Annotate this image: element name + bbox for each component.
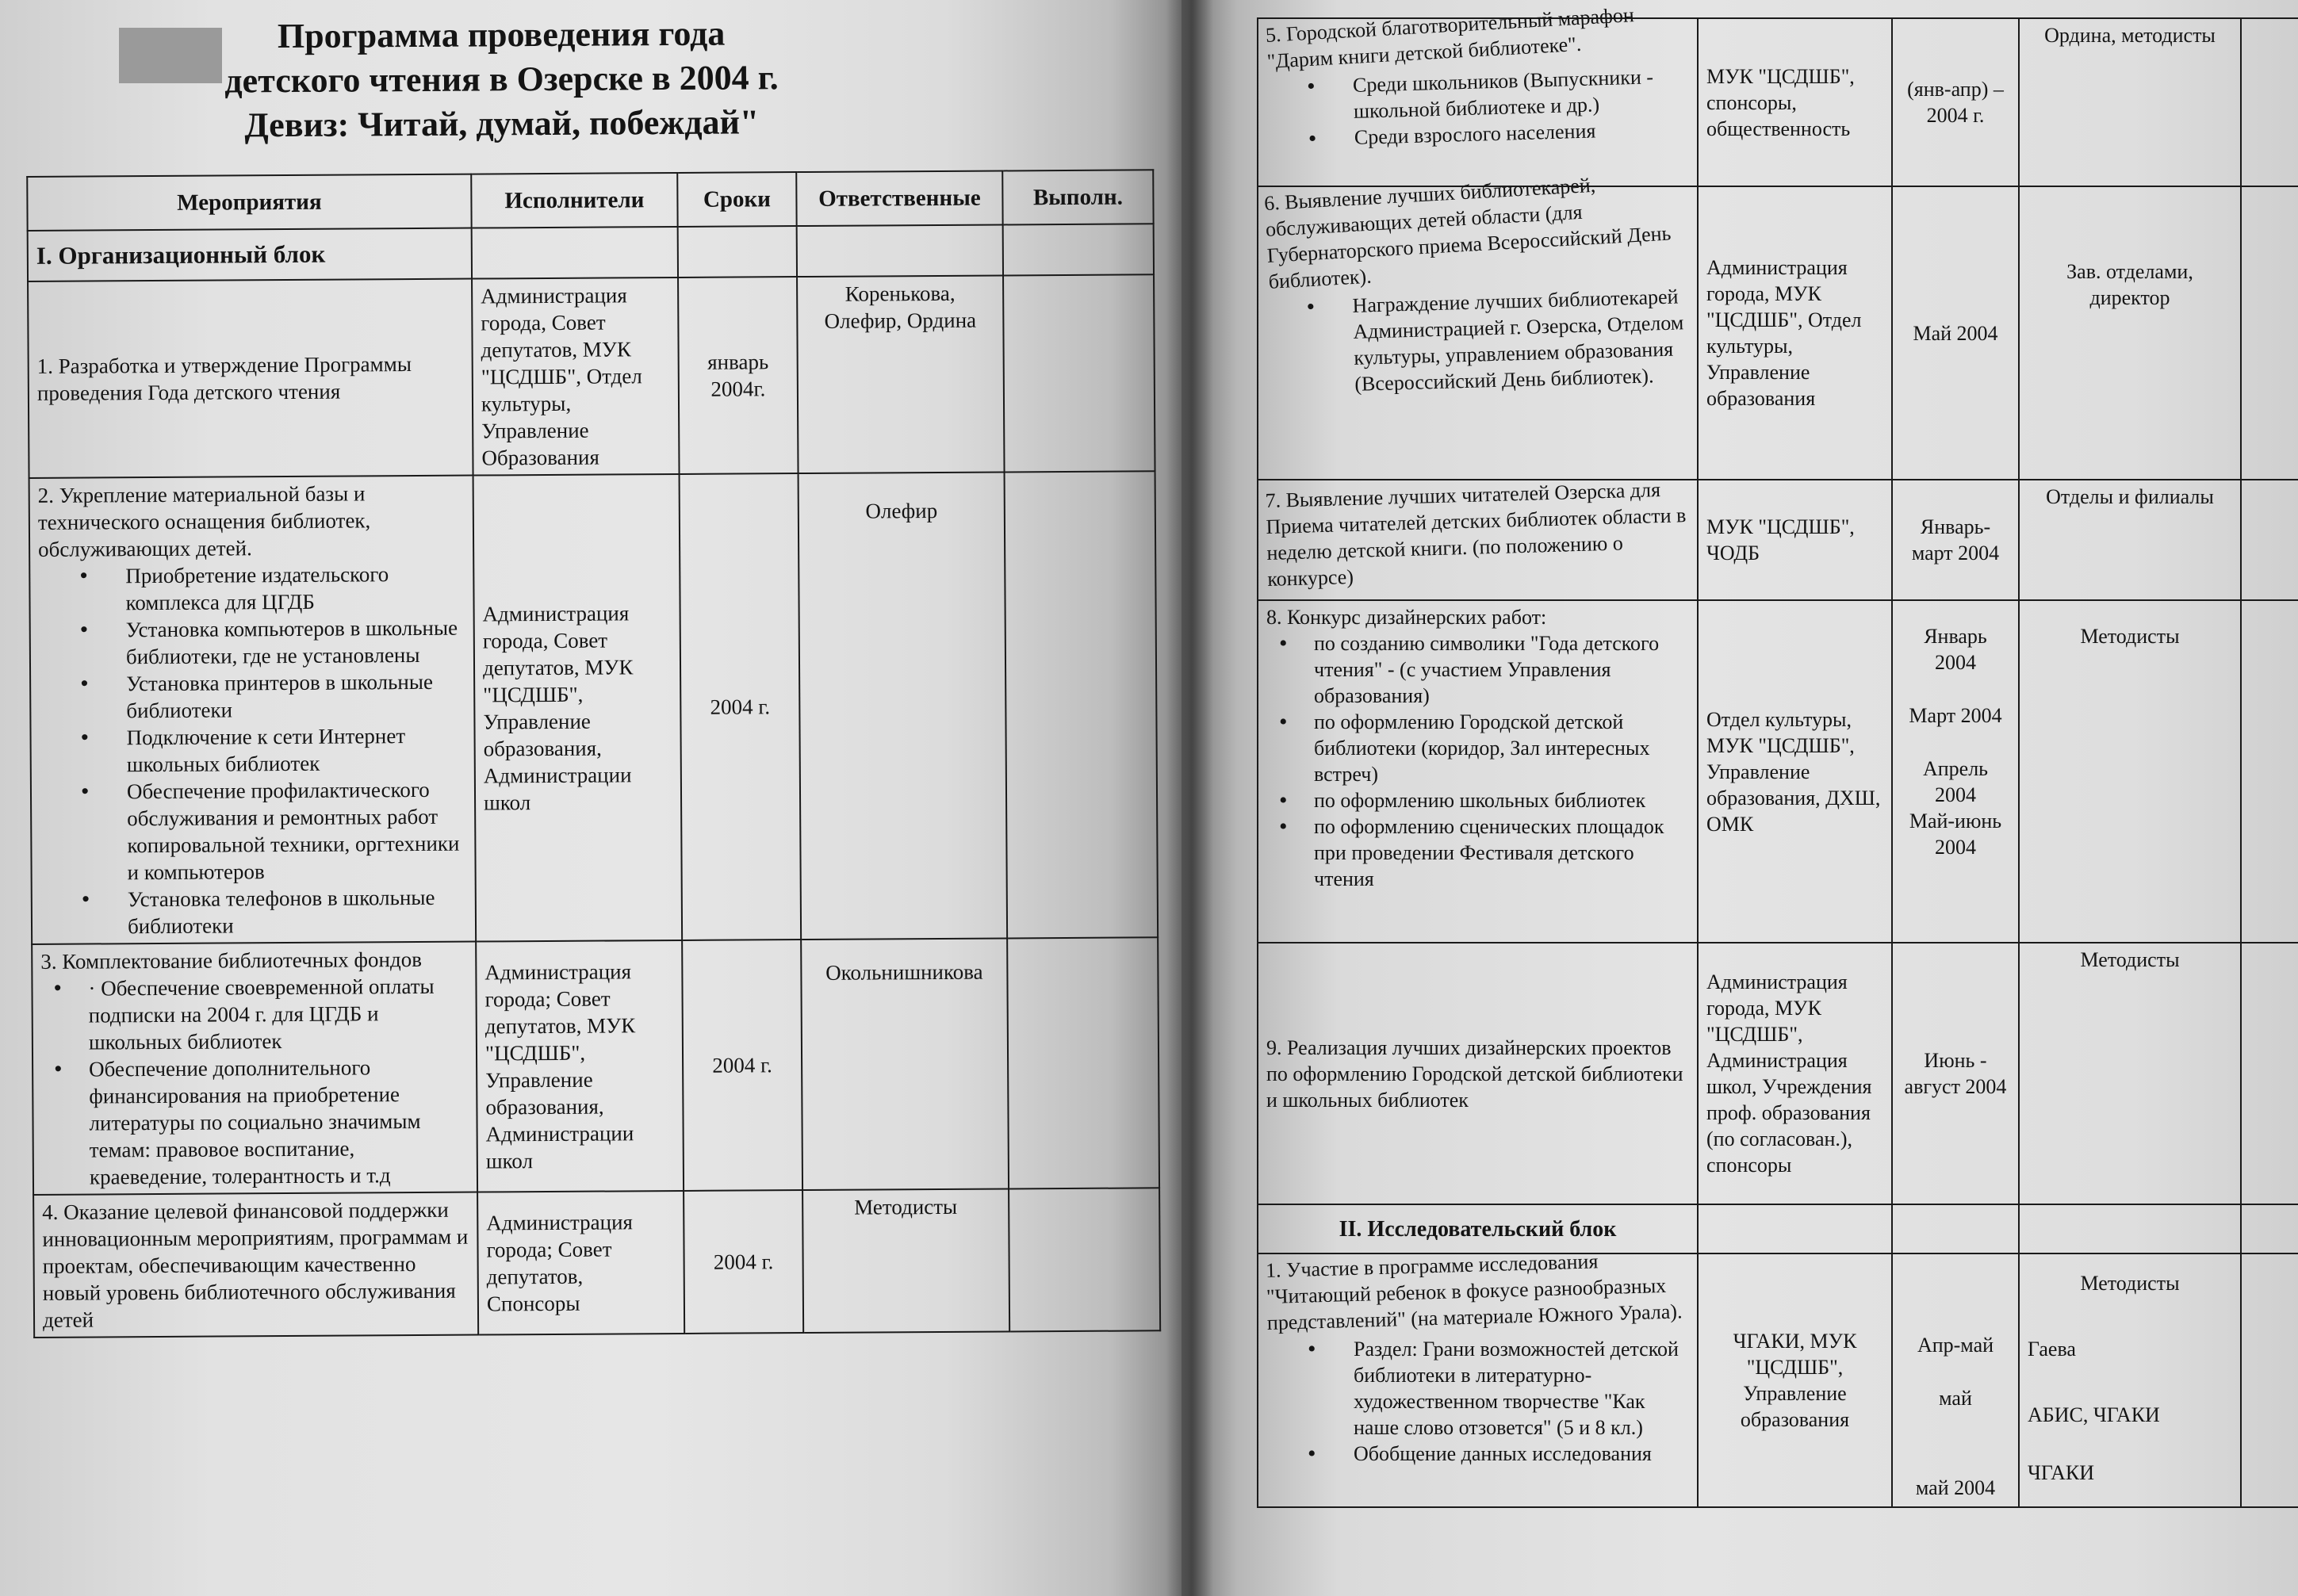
block-title: II. Исследовательский блок [1258, 1204, 1698, 1253]
bullet-list [1265, 283, 1690, 400]
list-item: • по созданию символики "Года детского чтения" - (с участием Управления образования) [1266, 630, 1689, 709]
done-cell [1009, 1188, 1160, 1331]
term-cell: (янв-апр) – 2004 г. [1892, 18, 2019, 186]
responsible-cell [2019, 1253, 2241, 1507]
done-cell [1007, 937, 1159, 1188]
table-header-row [27, 170, 1153, 231]
bullet-list [40, 973, 469, 1191]
block-row-organizational [28, 224, 1154, 281]
block-row-research [1258, 1204, 2298, 1253]
done-cell [2241, 186, 2298, 480]
responsible-cell: Окольнишникова [801, 938, 1009, 1190]
list-item: • Установка принтеров в школьные библиотеки [39, 668, 465, 725]
list-item: • · Обеспечение своевременной оплаты подписки на 2004 г. для ЦГДБ и школьных библиотек [40, 973, 468, 1056]
executors-cell: Администрация города; Совет депутатов, Спонсоры [477, 1191, 684, 1335]
responsible-cell: Методисты [2019, 600, 2241, 943]
terms-cell [1892, 1253, 2019, 1507]
list-item: • по оформлению Городской детской библиотеки (коридор, Зал интересных встреч) [1266, 709, 1689, 787]
header-done: Выполн. [1002, 170, 1153, 224]
event-text: 5. Городской благотворительный марафон "Дарим книги детской библиотеке". [1265, 3, 1635, 73]
program-table-left [26, 169, 1161, 1338]
term-cell: Январь-март 2004 [1892, 480, 2019, 600]
event-text: 7. Выявление лучших читателей Озерска для Приема читателей детских библиотек области в неделю детской книги. (по положению о конкурсе) [1265, 478, 1687, 591]
terms-cell [1892, 600, 2019, 943]
list-item: • Награждение лучших библиотекарей Администрацией г. Озерска, Отделом культуры, управлением образования (Всероссийский День библиотек). [1265, 283, 1690, 400]
list-item: • Подключение к сети Интернет школьных библиотек [39, 722, 465, 779]
term-cell: Июнь - август 2004 [1892, 943, 2019, 1204]
event-text: 1. Участие в программе исследования "Читающий ребенок в фокусе разнообразных представлений" (на материале Южного Урала). [1265, 1250, 1683, 1334]
term-item: май 2004 [1915, 1475, 1996, 1499]
term-item: Март 2004 [1909, 704, 2002, 727]
table-row [28, 274, 1155, 478]
list-item: • Обобщение данных исследования [1266, 1441, 1689, 1467]
done-cell [2241, 600, 2298, 943]
responsible-item: ЧГАКИ [2028, 1461, 2094, 1484]
list-item: • Среди школьников (Выпускники - школьной библиотеке и др.) [1266, 63, 1690, 127]
term-item: Январь 2004 [1924, 625, 1987, 674]
executors-cell: Администрация города, Совет депутатов, МУК "ЦСДШБ", Управление образования, Администрации школ [473, 474, 683, 942]
responsible-cell: Ордина, методисты [2019, 18, 2241, 186]
executors-cell: МУК "ЦСДШБ", спонсоры, общественность [1698, 18, 1892, 186]
term-item: май [1939, 1386, 1972, 1410]
document-title [57, 10, 946, 149]
bullet-list [1266, 63, 1691, 153]
executors-cell: МУК "ЦСДШБ", ЧОДБ [1698, 480, 1892, 600]
done-cell [2241, 943, 2298, 1204]
executors-cell: Администрация города, Совет депутатов, МУК "ЦСДШБ", Отдел культуры, Управление Образования [472, 277, 680, 476]
responsible-item: Гаева [2028, 1338, 2076, 1361]
table-row [1258, 480, 2298, 600]
header-events: Мероприятия [27, 174, 471, 231]
bullet-list [38, 561, 467, 940]
list-item: • Установка компьютеров в школьные библиотеки, где не установлены [39, 614, 465, 671]
executors-cell: Администрация города, МУК "ЦСДШБ", Администрация школ, Учреждения проф. образования (по согласован.), спонсоры [1698, 943, 1892, 1204]
list-item: • по оформлению сценических площадок при проведении Фестиваля детского чтения [1266, 813, 1689, 892]
responsible-cell: Коренькова, Олефир, Ордина [797, 275, 1005, 473]
list-item: • Среди взрослого населения [1266, 115, 1690, 153]
responsible-cell: Отделы и филиалы [2019, 480, 2241, 600]
header-executors: Исполнители [471, 173, 677, 228]
header-responsible: Ответственные [796, 170, 1002, 226]
term-item: Апрель 2004 [1922, 757, 1989, 806]
block-title: I. Организационный блок [28, 228, 472, 281]
left-content [25, 9, 1159, 1338]
table-row [1258, 943, 2298, 1204]
term-cell: 2004 г. [680, 473, 802, 940]
event-cell [1258, 480, 1698, 600]
done-cell [1003, 274, 1155, 472]
right-page [1182, 0, 2298, 1596]
term-cell: 2004 г. [682, 940, 802, 1191]
event-text: 3. Комплектование библиотечных фондов [40, 947, 423, 974]
title-line-3: Девиз: Читай, думай, побеждай" [244, 102, 760, 145]
event-text: 6. Выявление лучших библиотекарей, обслуживающих детей области (для Губернаторского приема Всероссийский День библиотек). [1263, 173, 1672, 293]
list-item: • Приобретение издательского комплекса для ЦГДБ [38, 561, 465, 617]
table-row [29, 471, 1159, 944]
responsible-item: АБИС, ЧГАКИ [2028, 1403, 2160, 1426]
executors-cell: ЧГАКИ, МУК "ЦСДШБ", Управление образования [1698, 1253, 1892, 1507]
term-cell: 2004 г. [684, 1190, 803, 1334]
bullet-list [1266, 630, 1689, 892]
responsible-cell: Методисты [802, 1188, 1009, 1333]
list-item: • Установка телефонов в школьные библиотеки [40, 884, 467, 940]
event-cell [1258, 3, 1698, 186]
done-cell [1005, 471, 1159, 938]
event-cell [1258, 1250, 1698, 1507]
right-content [1257, 3, 2298, 1508]
title-line-2: детского чтения в Озерске в 2004 г. [224, 58, 779, 101]
event-cell [1258, 173, 1698, 480]
table-row [33, 1188, 1160, 1338]
event-text: 8. Конкурс дизайнерских работ: [1266, 606, 1547, 629]
term-item: Апр-май [1917, 1333, 1994, 1357]
event-cell [32, 942, 477, 1195]
event-cell [1258, 600, 1698, 943]
term-cell: Май 2004 [1892, 186, 2019, 480]
term-cell: январь 2004г. [678, 277, 799, 474]
responsible-item: Методисты [2080, 1272, 2180, 1295]
list-item: • Обеспечение дополнительного финансирования на приобретение литературы по социально значимым темам: правовое воспитание, краеведение, толерантность и т.д [41, 1054, 469, 1191]
event-cell [29, 476, 477, 944]
table-row [1258, 186, 2298, 480]
done-cell [2241, 1253, 2298, 1507]
event-cell: 4. Оказание целевой финансовой поддержки инновационным мероприятиям, программам и проектам, обеспечивающим качественно новый уровень библиотечного обслуживания детей [33, 1192, 478, 1338]
program-table-right [1257, 3, 2298, 1508]
table-row [1258, 1253, 2298, 1507]
executors-cell: Отдел культуры, МУК "ЦСДШБ", Управление образования, ДХШ, ОМК [1698, 600, 1892, 943]
book-gutter-shadow [1166, 0, 1213, 1596]
responsible-cell: Методисты [2019, 943, 2241, 1204]
executors-cell: Администрация города, МУК "ЦСДШБ", Отдел культуры, Управление образования [1698, 186, 1892, 480]
table-row [1258, 600, 2298, 943]
table-row [1258, 18, 2298, 186]
list-item: • по оформлению школьных библиотек [1266, 787, 1689, 813]
title-line-1: Программа проведения года [277, 13, 726, 56]
event-cell: 1. Разработка и утверждение Программы проведения Года детского чтения [28, 279, 473, 478]
executors-cell: Администрация города; Совет депутатов, МУК "ЦСДШБ", Управление образования, Администрации школ [476, 940, 684, 1192]
event-text: 2. Укрепление материальной базы и технического оснащения библиотек, обслуживающих детей. [37, 481, 371, 561]
term-item: Май-июнь 2004 [1909, 809, 2002, 859]
responsible-cell: Зав. отделами, директор [2019, 186, 2241, 480]
event-cell: 9. Реализация лучших дизайнерских проектов по оформлению Городской детской библиотеки и школьных библиотек [1258, 943, 1698, 1204]
table-row [32, 937, 1159, 1195]
done-cell [2241, 18, 2298, 186]
responsible-cell: Олефир [799, 472, 1008, 940]
header-terms: Сроки [677, 172, 796, 227]
done-cell [2241, 480, 2298, 600]
list-item: • Обеспечение профилактического обслуживания и ремонтных работ копировальной техники, оргтехники и компьютеров [40, 776, 467, 886]
list-item: • Раздел: Грани возможностей детской библиотеки в литературно-художественном творчестве "Как наше слово отзовется" (5 и 8 кл.) [1266, 1336, 1689, 1441]
bullet-list [1266, 1336, 1689, 1467]
